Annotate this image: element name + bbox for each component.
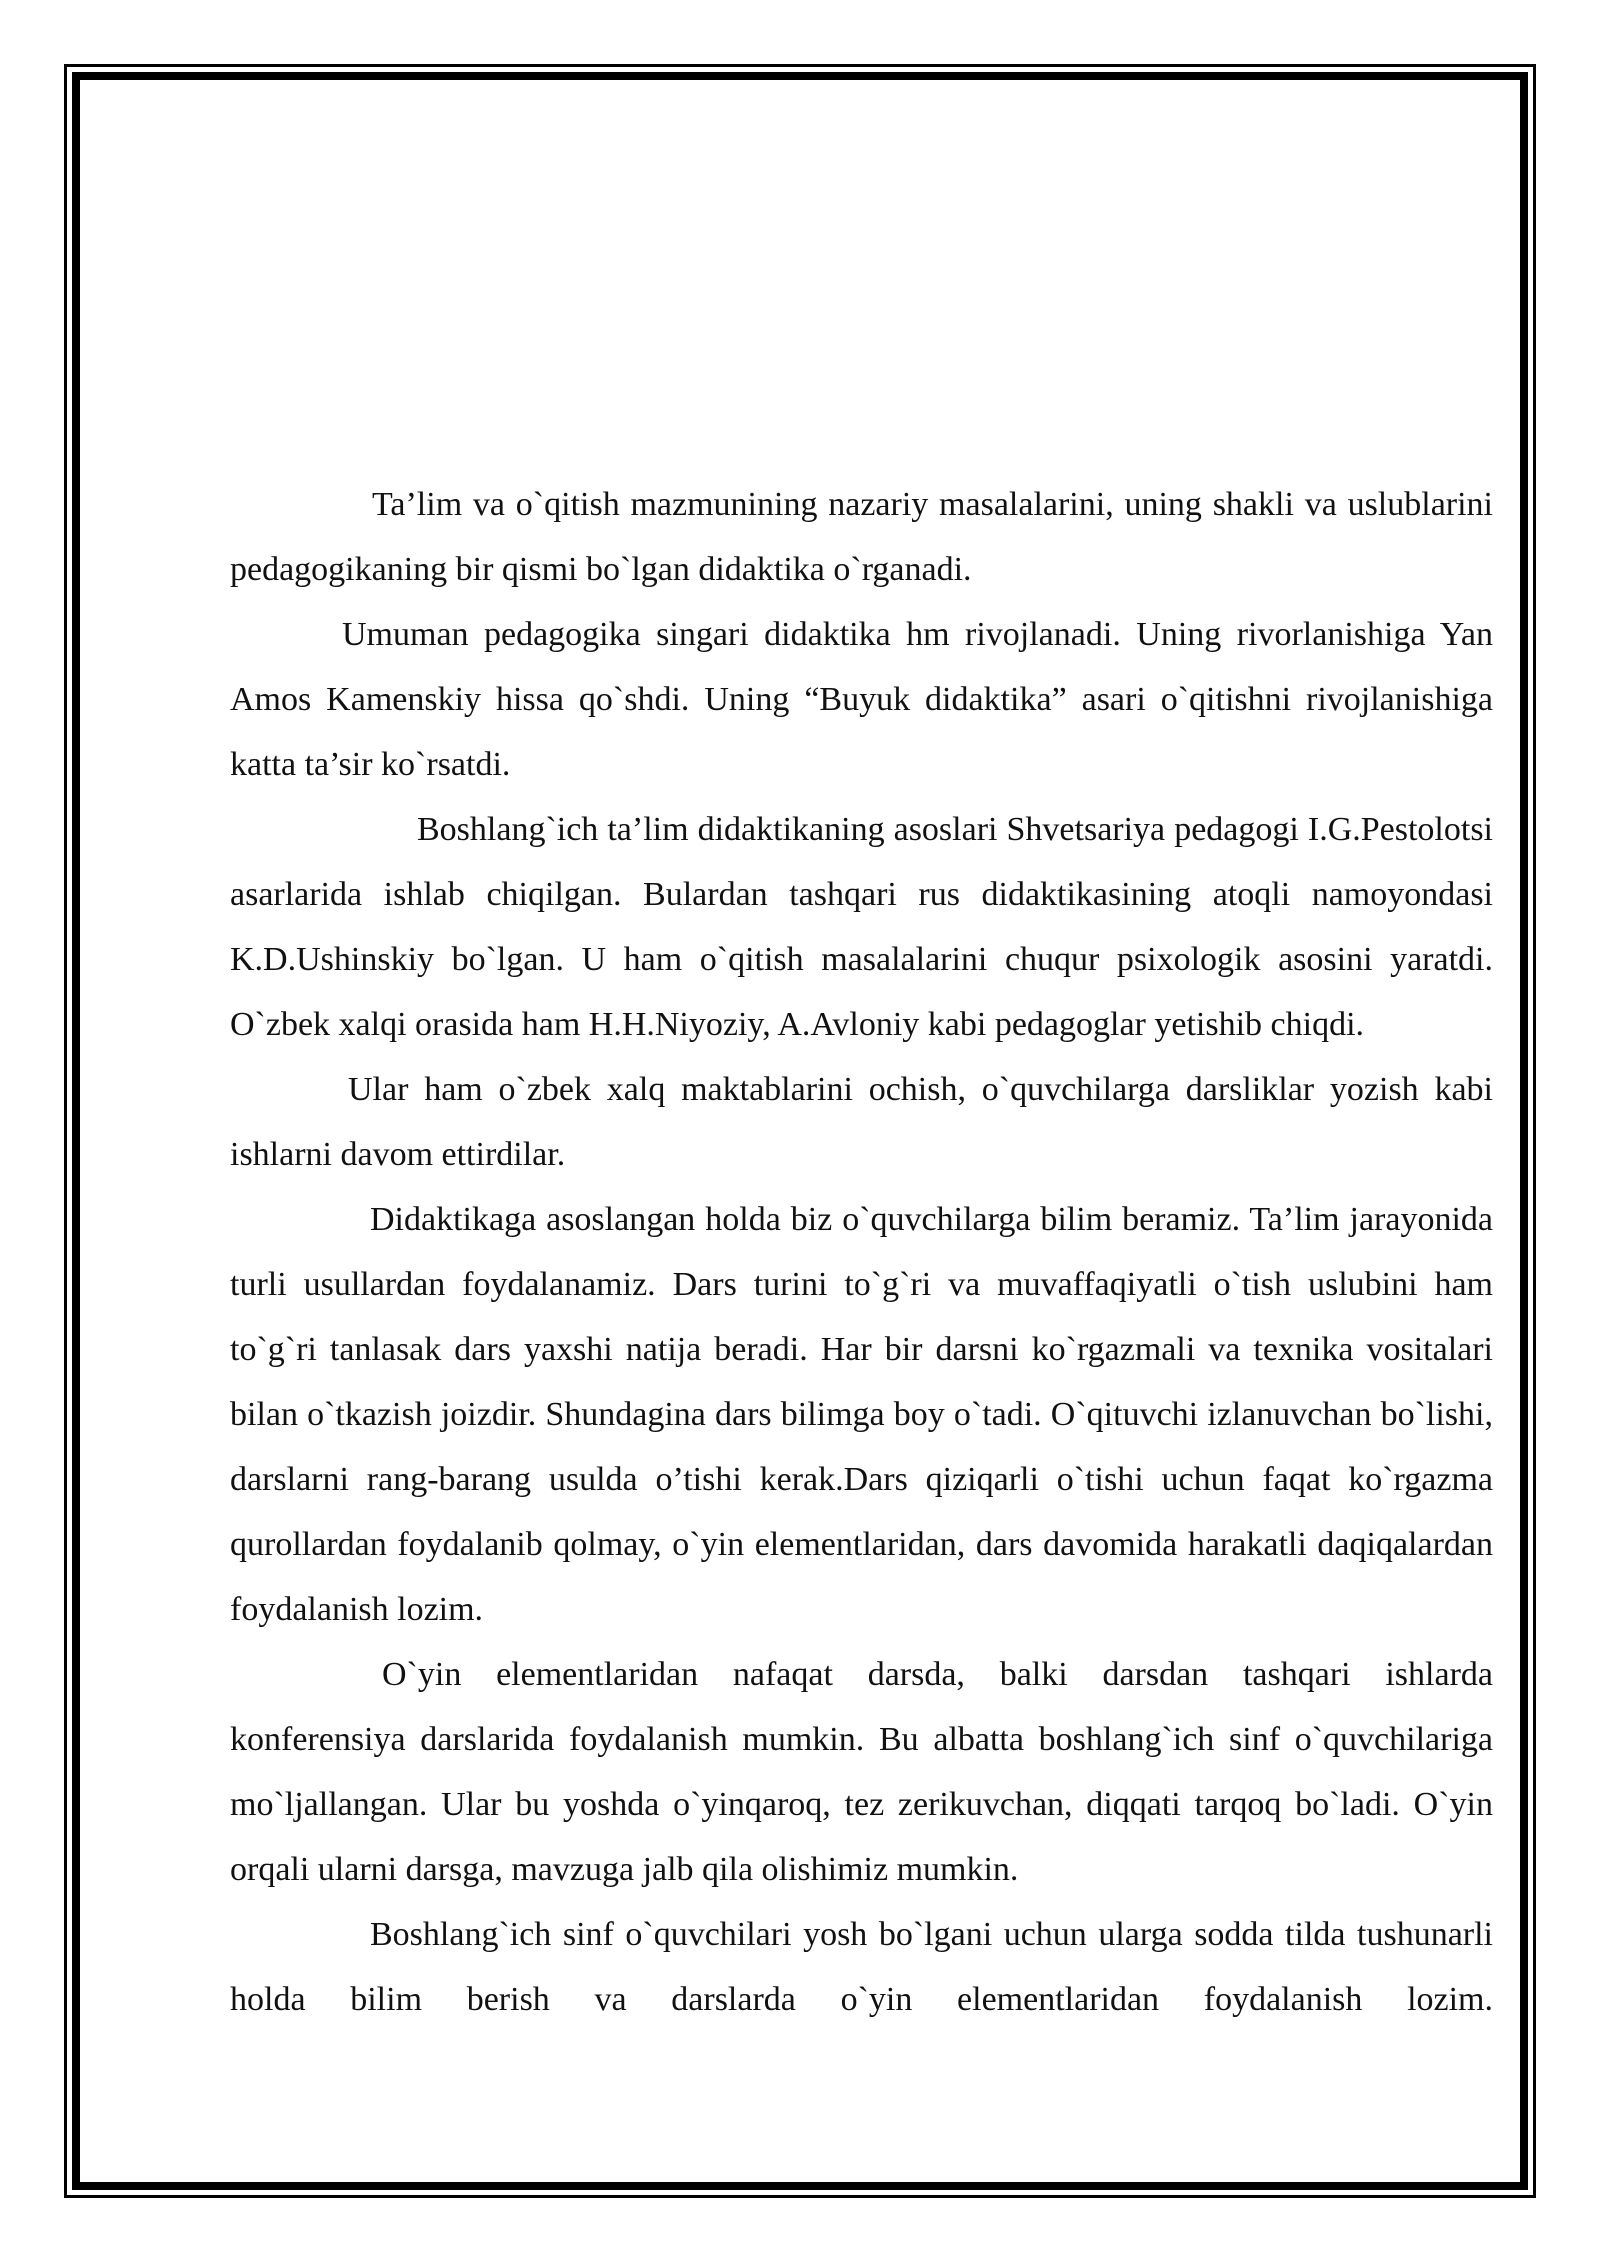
paragraph-game-elements: O`yin elementlaridan nafaqat darsda, balki darsdan tashqari ishlarda konferensiya darslarida foydalanish mumkin. Bu albatta boshlang`ich sinf o`quvchilariga mo`ljallangan. Ular bu yoshda o`yinqaroq, tez zerikuvchan, diqqati tarqoq bo`ladi. O`yin orqali ularni darsga, mavzuga jalb qila olishimiz mumkin. bbox=[230, 1656, 1493, 1888]
paragraph-uzbek-schools: Ular ham o`zbek xalq maktablarini ochish, o`quvchilarga darsliklar yozish kabi ishlarni davom ettirdilar. bbox=[230, 1071, 1493, 1173]
paragraph-kamenskiy: Umuman pedagogika singari didaktika hm rivojlanadi. Uning rivorlanishiga Yan Amos Kamenskiy hissa qo`shdi. Uning “Buyuk didaktika” asari o`qitishni rivojlanishiga katta ta’sir ko`rsatdi. bbox=[230, 616, 1493, 783]
document-body bbox=[230, 472, 1493, 2032]
paragraph-primary-pupils: Boshlang`ich sinf o`quvchilari yosh bo`lgani uchun ularga sodda tilda tushunarli holda bilim berish va darslarda o`yin elementlaridan foydalanish lozim. bbox=[230, 1916, 1493, 2018]
paragraph-didactics-definition: Ta’lim va o`qitish mazmunining nazariy masalalarini, uning shakli va uslublarini pedagogikaning bir qismi bo`lgan didaktika o`rganadi. bbox=[230, 486, 1493, 588]
paragraph-pestalozzi-ushinskiy: Boshlang`ich ta’lim didaktikaning asoslari Shvetsariya pedagogi I.G.Pestolotsi asarlarida ishlab chiqilgan. Bulardan tashqari rus didaktikasining atoqli namoyondasi K.D.Ushinskiy bo`lgan. U ham o`qitish masalalarini chuqur psixologik asosini yaratdi. O`zbek xalqi orasida ham H.H.Niyoziy, A.Avloniy kabi pedagoglar yetishib chiqdi. bbox=[230, 811, 1493, 1043]
paragraph-teaching-methods: Didaktikaga asoslangan holda biz o`quvchilarga bilim beramiz. Ta’lim jarayonida turli usullardan foydalanamiz. Dars turini to`g`ri va muvaffaqiyatli o`tish uslubini ham to`g`ri tanlasak dars yaxshi natija beradi. Har bir darsni ko`rgazmali va texnika vositalari bilan o`tkazish joizdir. Shundagina dars bilimga boy o`tadi. O`qituvchi izlanuvchan bo`lishi, darslarni rang-barang usulda o’tishi kerak.Dars qiziqarli o`tishi uchun faqat ko`rgazma qurollardan foydalanib qolmay, o`yin elementlaridan, dars davomida harakatli daqiqalardan foydalanish lozim. bbox=[230, 1201, 1493, 1628]
